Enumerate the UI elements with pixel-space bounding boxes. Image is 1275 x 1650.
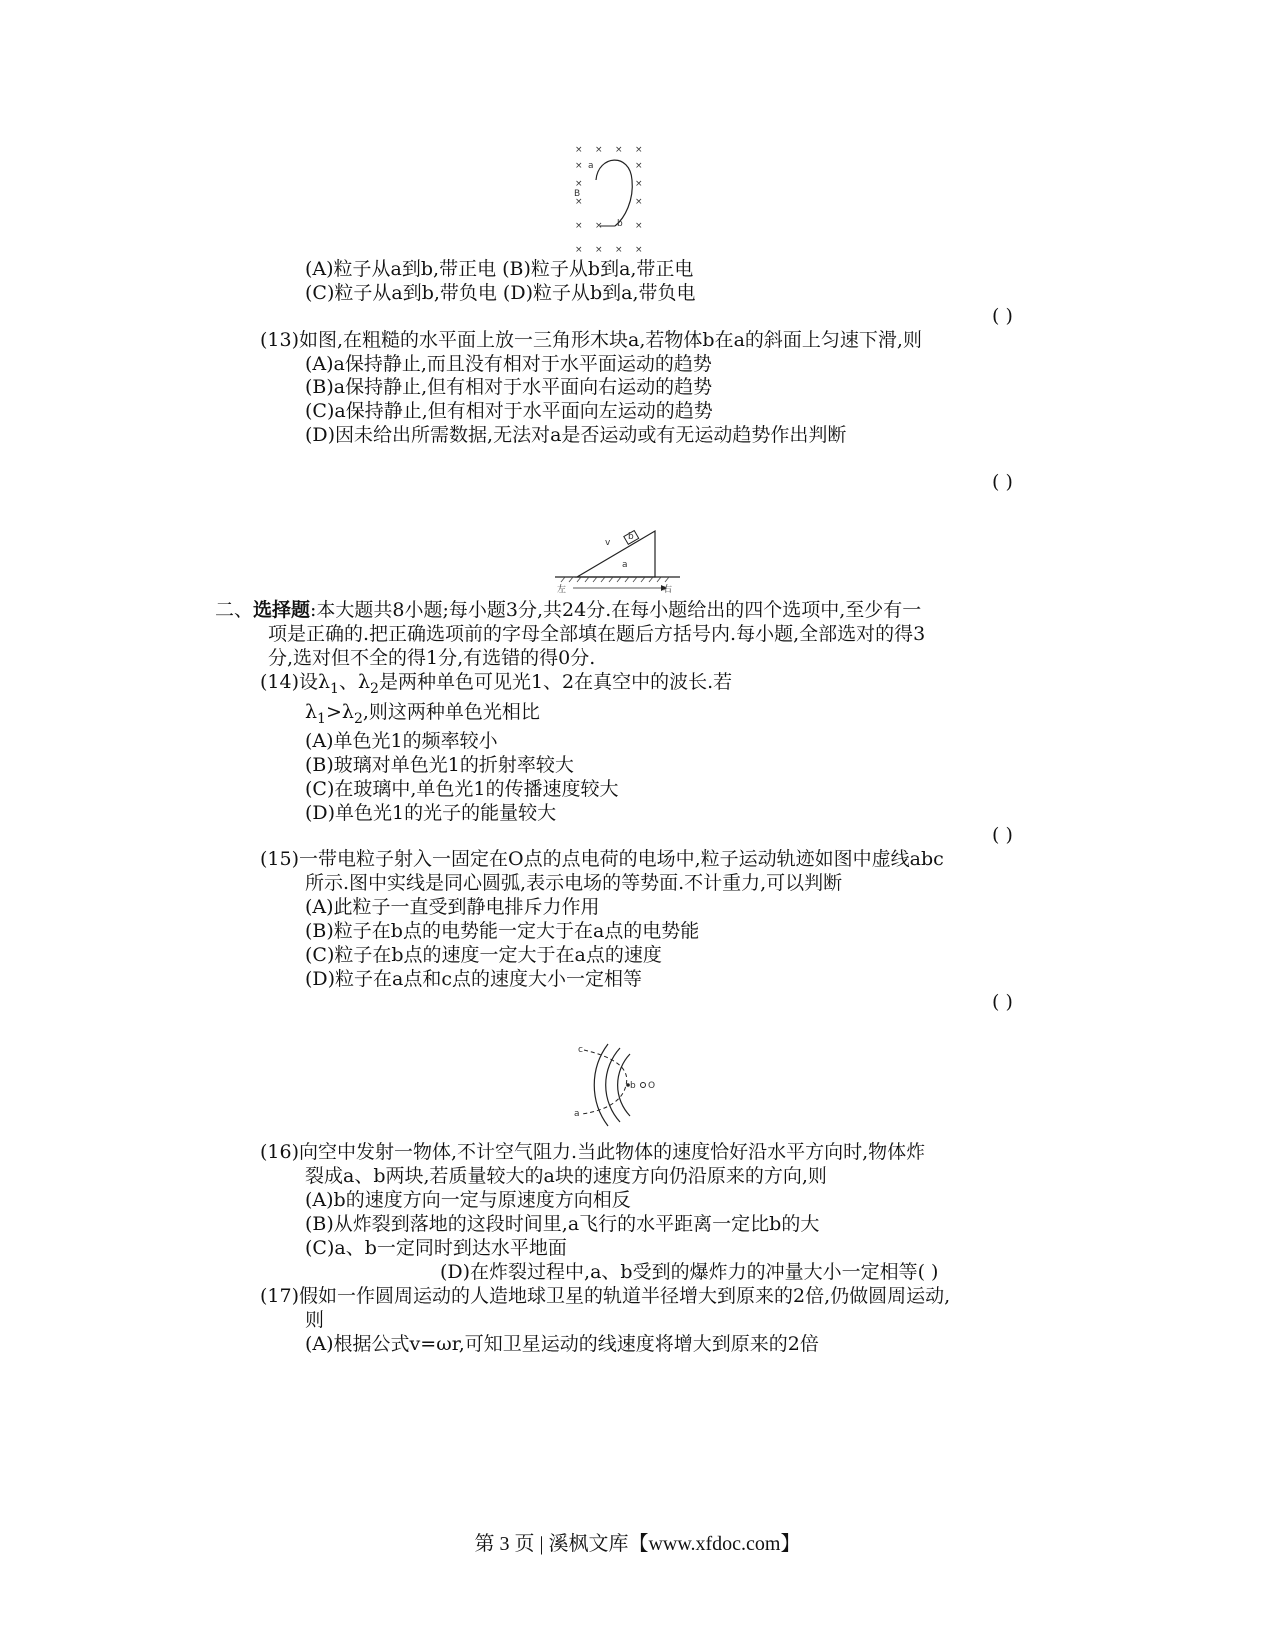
- svg-text:×: ×: [635, 221, 643, 231]
- q16-option-c: (C)a、b一定同时到达水平地面: [305, 1237, 567, 1259]
- label-O: O: [648, 1081, 656, 1091]
- q15-stem: (15)一带电粒子射入一固定在O点的点电荷的电场中,粒子运动轨迹如图中虚线abc: [260, 848, 944, 870]
- svg-text:×: ×: [575, 145, 583, 155]
- page-footer: 第 3 页 | 溪枫文库【www.xfdoc.com】: [474, 1533, 801, 1555]
- svg-text:×: ×: [575, 221, 583, 231]
- svg-text:×: ×: [595, 245, 603, 255]
- q15-answer-bracket: ( ): [992, 991, 1013, 1013]
- svg-text:×: ×: [635, 197, 643, 207]
- q13-stem: (13)如图,在粗糙的水平面上放一三角形木块a,若物体b在a的斜面上匀速下滑,则: [260, 329, 922, 351]
- label-B: B: [574, 189, 581, 199]
- q16-option-d: (D)在炸裂过程中,a、b受到的爆炸力的冲量大小一定相等( ): [440, 1261, 939, 1283]
- label-left: 左: [557, 585, 567, 595]
- q14-option-b: (B)玻璃对单色光1的折射率较大: [305, 754, 574, 776]
- svg-text:×: ×: [635, 179, 643, 189]
- label-right: 右: [663, 585, 673, 595]
- section2-desc-2: 项是正确的.把正确选项前的字母全部填在题后方括号内.每小题,全部选对的得3: [268, 623, 926, 645]
- q12-option-cd: (C)粒子从a到b,带负电 (D)粒子从b到a,带负电: [305, 282, 696, 304]
- label-b: b: [617, 219, 623, 229]
- q14-stem: (14)设$\lambda_1$、$\lambda_2$是两种单色可见光1、2在真空中的波长.若: [260, 671, 733, 697]
- svg-text:×: ×: [575, 245, 583, 255]
- q15-stem-line2: 所示.图中实线是同心圆弧,表示电场的等势面.不计重力,可以判断: [305, 872, 843, 894]
- q15-option-b: (B)粒子在b点的电势能一定大于在a点的电势能: [305, 920, 700, 942]
- q13-answer-bracket: ( ): [992, 471, 1013, 493]
- section2-desc-3: 分,选对但不全的得1分,有选错的得0分.: [268, 647, 596, 669]
- q16-option-a: (A)b的速度方向一定与原速度方向相反: [305, 1189, 631, 1211]
- q15-option-c: (C)粒子在b点的速度一定大于在a点的速度: [305, 944, 662, 966]
- q17-stem: (17)假如一作圆周运动的人造地球卫星的轨道半径增大到原来的2倍,仍做圆周运动,: [260, 1285, 951, 1307]
- label-a: a: [574, 1109, 580, 1119]
- svg-text:×: ×: [615, 245, 623, 255]
- q13-option-a: (A)a保持静止,而且没有相对于水平面运动的趋势: [305, 353, 712, 375]
- q16-stem: (16)向空中发射一物体,不计空气阻力.当此物体的速度恰好沿水平方向时,物体炸: [260, 1141, 926, 1163]
- svg-text:×: ×: [635, 245, 643, 255]
- q14-option-d: (D)单色光1的光子的能量较大: [305, 802, 557, 824]
- magnetic-field-figure: [570, 140, 660, 260]
- label-a: a: [622, 560, 628, 570]
- section2-heading: 二、选择题:本大题共8小题;每小题3分,共24分.在每小题给出的四个选项中,至少有一: [215, 599, 922, 621]
- q12-option-ab: (A)粒子从a到b,带正电 (B)粒子从b到a,带正电: [305, 258, 694, 280]
- q13-option-c: (C)a保持静止,但有相对于水平面向左运动的趋势: [305, 400, 713, 422]
- q17-option-a: (A)根据公式v=ωr,可知卫星运动的线速度将增大到原来的2倍: [305, 1333, 819, 1355]
- q13-option-d: (D)因未给出所需数据,无法对a是否运动或有无运动趋势作出判断: [305, 424, 847, 446]
- section2-title: 选择题: [253, 599, 311, 621]
- svg-text:×: ×: [635, 161, 643, 171]
- label-b: b: [630, 1081, 636, 1091]
- q17-stem-line2: 则: [305, 1309, 325, 1331]
- equipotential-figure: [568, 1040, 663, 1130]
- label-a: a: [588, 161, 594, 171]
- incline-figure: [555, 525, 680, 597]
- q14-stem-line2: $\lambda_1>\lambda_2$,则这两种单色光相比: [305, 701, 540, 727]
- svg-text:×: ×: [615, 145, 623, 155]
- svg-text:×: ×: [595, 221, 603, 231]
- label-b: b: [628, 532, 634, 542]
- q12-answer-bracket: ( ): [992, 305, 1013, 327]
- svg-text:×: ×: [575, 161, 583, 171]
- svg-text:×: ×: [575, 197, 583, 207]
- q15-option-d: (D)粒子在a点和c点的速度大小一定相等: [305, 968, 643, 990]
- q15-option-a: (A)此粒子一直受到静电排斥力作用: [305, 896, 600, 918]
- label-v: v: [605, 538, 611, 548]
- svg-text:×: ×: [575, 179, 583, 189]
- q14-option-c: (C)在玻璃中,单色光1的传播速度较大: [305, 778, 619, 800]
- label-c: c: [578, 1045, 583, 1055]
- q14-option-a: (A)单色光1的频率较小: [305, 730, 498, 752]
- q14-answer-bracket: ( ): [992, 824, 1013, 846]
- q16-stem-line2: 裂成a、b两块,若质量较大的a块的速度方向仍沿原来的方向,则: [305, 1165, 827, 1187]
- q16-option-b: (B)从炸裂到落地的这段时间里,a飞行的水平距离一定比b的大: [305, 1213, 820, 1235]
- svg-text:×: ×: [635, 145, 643, 155]
- q13-option-b: (B)a保持静止,但有相对于水平面向右运动的趋势: [305, 376, 713, 398]
- svg-text:×: ×: [595, 145, 603, 155]
